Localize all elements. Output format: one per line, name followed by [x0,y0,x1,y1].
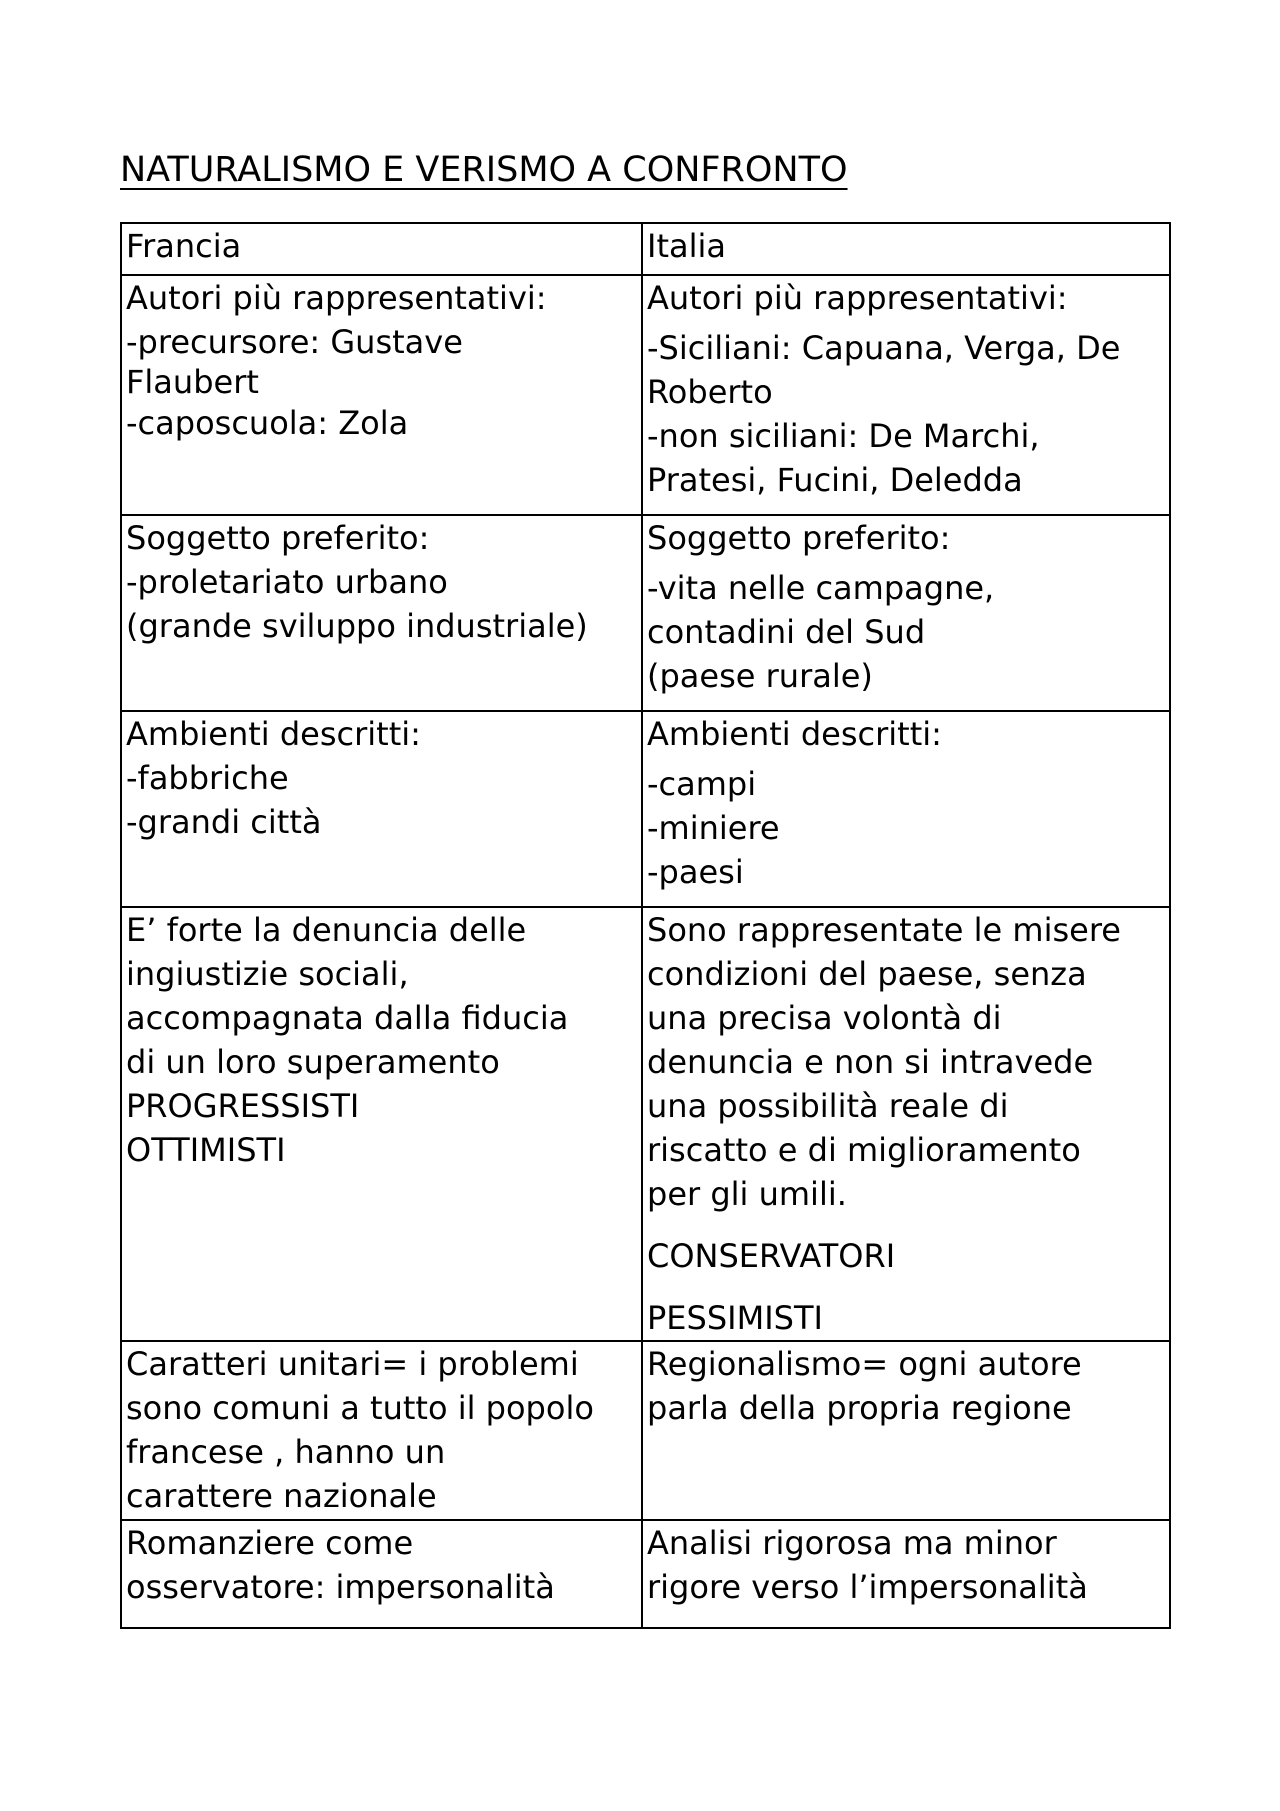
header-cell-italia [642,223,1170,275]
cell-line: contadini del Sud [647,613,926,651]
cell-francia-romanziere [121,1520,642,1628]
cell-italia-denuncia [642,907,1170,1341]
cell-line: osservatore: impersonalità [126,1568,555,1606]
cell-line: -fabbriche [126,759,289,797]
cell-line: una precisa volontà di [647,999,1002,1037]
cell-line: Caratteri unitari= i problemi [126,1345,579,1383]
cell-heading: Autori più rappresentativi: [647,279,1068,317]
table-header-row [121,223,1170,275]
comparison-table [120,222,1171,1629]
cell-italia-autori [642,275,1170,515]
cell-line: -precursore: Gustave [126,323,463,361]
cell-heading: Autori più rappresentativi: [126,279,547,317]
table-row-caratteri [121,1341,1170,1520]
table-row-denuncia [121,907,1170,1341]
cell-line: -Siciliani: Capuana, Verga, De [647,329,1121,367]
cell-line: una possibilità reale di [647,1087,1009,1125]
cell-line: Flaubert [126,363,259,401]
cell-heading: Ambienti descritti: [126,715,421,753]
cell-heading: Soggetto preferito: [126,519,430,557]
cell-line: per gli umili. [647,1175,847,1213]
cell-italia-ambienti [642,711,1170,907]
cell-line: -proletariato urbano [126,563,448,601]
cell-line: -non siciliani: De Marchi, [647,417,1040,455]
page-title: NATURALISMO E VERISMO A CONFRONTO [120,150,848,190]
header-francia: Francia [126,227,242,265]
cell-line: -miniere [647,809,780,847]
cell-line: (grande sviluppo industriale) [126,607,588,645]
cell-line: francese , hanno un [126,1433,446,1471]
cell-line: OTTIMISTI [126,1131,286,1169]
cell-heading: Ambienti descritti: [647,715,942,753]
cell-line: (paese rurale) [647,657,873,695]
cell-line: Romanziere come [126,1524,414,1562]
table-row-romanziere [121,1520,1170,1628]
cell-line: -grandi città [126,803,322,841]
cell-line: rigore verso l’impersonalità [647,1568,1088,1606]
table-row-ambienti [121,711,1170,907]
cell-line: sono comuni a tutto il popolo [126,1389,594,1427]
cell-line: E’ forte la denuncia delle [126,911,527,949]
cell-line: denuncia e non si intravede [647,1043,1094,1081]
cell-line: ingiustizie sociali, [126,955,409,993]
cell-label-pessimisti: PESSIMISTI [647,1299,823,1337]
cell-francia-ambienti [121,711,642,907]
cell-line: Analisi rigorosa ma minor [647,1524,1057,1562]
cell-line: -paesi [647,853,744,891]
table-row-autori [121,275,1170,515]
cell-italia-soggetto [642,515,1170,711]
cell-heading: Soggetto preferito: [647,519,951,557]
cell-francia-autori [121,275,642,515]
cell-italia-caratteri [642,1341,1170,1520]
cell-line: riscatto e di miglioramento [647,1131,1081,1169]
cell-label-conservatori: CONSERVATORI [647,1237,896,1275]
cell-line: -vita nelle campagne, [647,569,995,607]
header-italia: Italia [647,227,726,265]
cell-line: -caposcuola: Zola [126,404,409,442]
header-cell-francia [121,223,642,275]
cell-francia-soggetto [121,515,642,711]
cell-line: -campi [647,765,757,803]
cell-line: Roberto [647,373,773,411]
cell-line: Regionalismo= ogni autore [647,1345,1082,1383]
cell-line: Sono rappresentate le misere [647,911,1121,949]
cell-line: di un loro superamento [126,1043,500,1081]
cell-line: Pratesi, Fucini, Deledda [647,461,1023,499]
cell-line: condizioni del paese, senza [647,955,1087,993]
cell-line: carattere nazionale [126,1477,437,1515]
cell-francia-caratteri [121,1341,642,1520]
cell-line: parla della propria regione [647,1389,1072,1427]
cell-francia-denuncia [121,907,642,1341]
cell-italia-romanziere [642,1520,1170,1628]
cell-line: PROGRESSISTI [126,1087,360,1125]
table-row-soggetto [121,515,1170,711]
cell-line: accompagnata dalla fiducia [126,999,569,1037]
